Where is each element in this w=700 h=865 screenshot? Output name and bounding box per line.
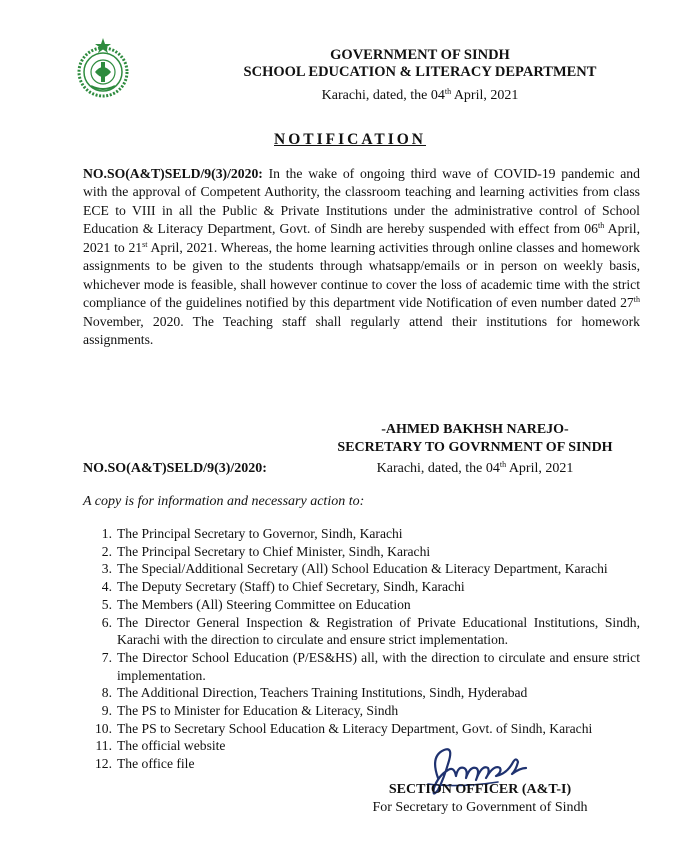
section-officer-title: SECTION OFFICER (A&T-I) — [388, 782, 572, 797]
list-item: 11. The official website — [95, 738, 226, 754]
signatory-title: SECRETARY TO GOVRNMENT OF SINDH — [337, 440, 613, 455]
list-item: 4. The Deputy Secretary (Staff) to Chief Secretary, Sindh, Karachi — [101, 579, 465, 595]
list-item: 5. The Members (All) Steering Committee on Education — [101, 596, 411, 612]
list-item: 3. The Special/Additional Secretary (All) School Education & Literacy Department, Karachi — [101, 561, 608, 577]
list-item: 6. The Director General Inspection & Registration of Private Educational Institutions, Sindh, Karachi with the direction to circulate and ensure strict implementation. — [101, 614, 640, 648]
government-heading: GOVERNMENT OF SINDH — [330, 47, 510, 63]
endorsement-date: Karachi, dated, the 04th April, 2021 — [376, 460, 574, 476]
header-date: Karachi, dated, the 04th April, 2021 — [321, 87, 519, 103]
list-item: 8. The Additional Direction, Teachers Training Institutions, Sindh, Hyderabad — [101, 685, 528, 701]
copy-list — [83, 525, 640, 773]
list-item: 7. The Director School Education (P/ES&HS) all, with the direction to circulate and ensure strict implementation. — [101, 649, 640, 683]
section-officer-for: For Secretary to Government of Sindh — [372, 800, 588, 815]
endorsement-ref: NO.SO(A&T)SELD/9(3)/2020: — [83, 461, 267, 476]
department-heading: SCHOOL EDUCATION & LITERACY DEPARTMENT — [243, 64, 597, 80]
notification-ref: NO.SO(A&T)SELD/9(3)/2020: — [83, 166, 263, 181]
notification-body: NO.SO(A&T)SELD/9(3)/2020: In the wake of ongoing third wave of COVID-19 pandemic and with the approval of Competent Authority, the classroom teaching and learning activities from class ECE to VIII in all the Public & Private Institutions under the administrative control of School Education & Literacy Department, Govt. of Sindh are hereby suspended with effect from 06th April, 2021 to 21st April, 2021. Whereas, the home learning activities through online classes and homework assignments to be given to the students through whatsapp/emails or in person on weekly basis, whichever mode is feasible, shall however continue to cover the loss of academic time with the strict compliance of the guidelines notified by this department vide Notification of even number dated 27th November, 2020. The Teaching staff shall regularly attend their institutions for homework assignments. — [83, 166, 641, 348]
list-item: 12. The office file — [95, 756, 195, 772]
signatory-name: -AHMED BAKHSH NAREJO- — [381, 422, 569, 437]
copy-intro: A copy is for information and necessary action to: — [83, 494, 365, 509]
notification-title: NOTIFICATION — [274, 131, 426, 148]
list-item: 2. The Principal Secretary to Chief Minister, Sindh, Karachi — [101, 543, 431, 559]
sindh-government-seal-icon — [70, 36, 136, 102]
list-item: 10. The PS to Secretary School Education & Literacy Department, Govt. of Sindh, Karachi — [95, 720, 593, 736]
list-item: 9. The PS to Minister for Education & Literacy, Sindh — [101, 703, 399, 719]
list-item: 1. The Principal Secretary to Governor, Sindh, Karachi — [101, 526, 403, 541]
